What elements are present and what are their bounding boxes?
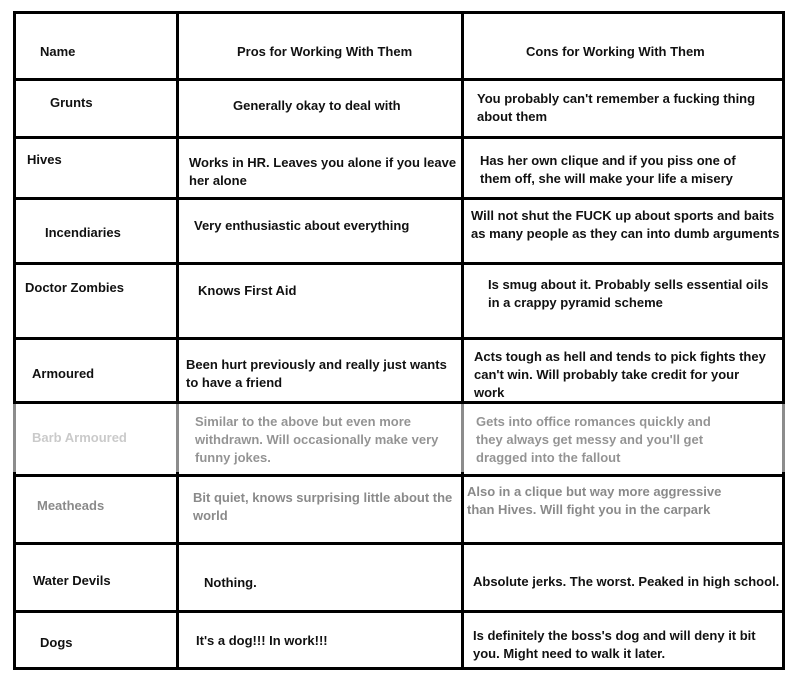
grid-line-v-left xyxy=(13,11,16,670)
row-pros: Nothing. xyxy=(204,575,257,590)
grid-line-h-2 xyxy=(13,136,785,139)
watermark-band xyxy=(0,404,798,472)
row-name: Incendiaries xyxy=(45,225,121,240)
grid-line-h-3 xyxy=(13,197,785,200)
header-name: Name xyxy=(40,44,76,59)
row-name: Armoured xyxy=(32,366,95,381)
row-pros: Knows First Aid xyxy=(198,283,297,298)
row-name: Water Devils xyxy=(33,573,111,588)
row-pros: It's a dog!!! In work!!! xyxy=(196,633,328,648)
row-cons: Absolute jerks. The worst. Peaked in high school. xyxy=(473,574,780,589)
row-pros: Very enthusiastic about everything xyxy=(194,218,410,233)
row-name: Dogs xyxy=(40,635,73,650)
row-cons: Also in a clique but way more aggressive than Hives. Will fight you in the carpark xyxy=(467,484,722,517)
header-cons: Cons for Working With Them xyxy=(526,44,705,59)
row-pros: Generally okay to deal with xyxy=(233,98,401,113)
row-cons: You probably can't remember a fucking thing about them xyxy=(477,91,756,124)
grid-line-h-bottom xyxy=(13,667,785,670)
row-pros: Been hurt previously and really just wants to have a friend xyxy=(186,357,447,390)
grid-line-h-4 xyxy=(13,262,785,265)
row-cons: Acts tough as hell and tends to pick fights they can't win. Will probably take credit for your work xyxy=(474,349,766,400)
row-name: Meatheads xyxy=(37,498,105,513)
row-pros: Works in HR. Leaves you alone if you leave her alone xyxy=(189,155,457,188)
grid-line-h-5 xyxy=(13,337,785,340)
grid-line-v-1 xyxy=(176,11,179,670)
grid-line-h-7 xyxy=(13,474,785,477)
grid-line-h-8 xyxy=(13,542,785,545)
row-name: Hives xyxy=(27,152,62,167)
row-name: Doctor Zombies xyxy=(25,280,124,295)
row-cons: Has her own clique and if you piss one of them off, she will make your life a misery xyxy=(480,153,736,186)
header-pros: Pros for Working With Them xyxy=(237,44,413,59)
grid-line-h-top xyxy=(13,11,785,14)
row-cons: Will not shut the FUCK up about sports and baits as many people as they can into dumb arguments xyxy=(471,208,780,241)
grid-line-h-1 xyxy=(13,78,785,81)
row-pros: Bit quiet, knows surprising little about the world xyxy=(193,490,453,523)
row-name: Grunts xyxy=(50,95,93,110)
grid-line-v-2 xyxy=(461,11,464,670)
row-cons: Is smug about it. Probably sells essential oils in a crappy pyramid scheme xyxy=(488,277,769,310)
grid-line-v-right xyxy=(782,11,785,670)
grid-line-h-9 xyxy=(13,610,785,613)
row-cons: Is definitely the boss's dog and will deny it bit you. Might need to walk it later. xyxy=(473,628,756,661)
